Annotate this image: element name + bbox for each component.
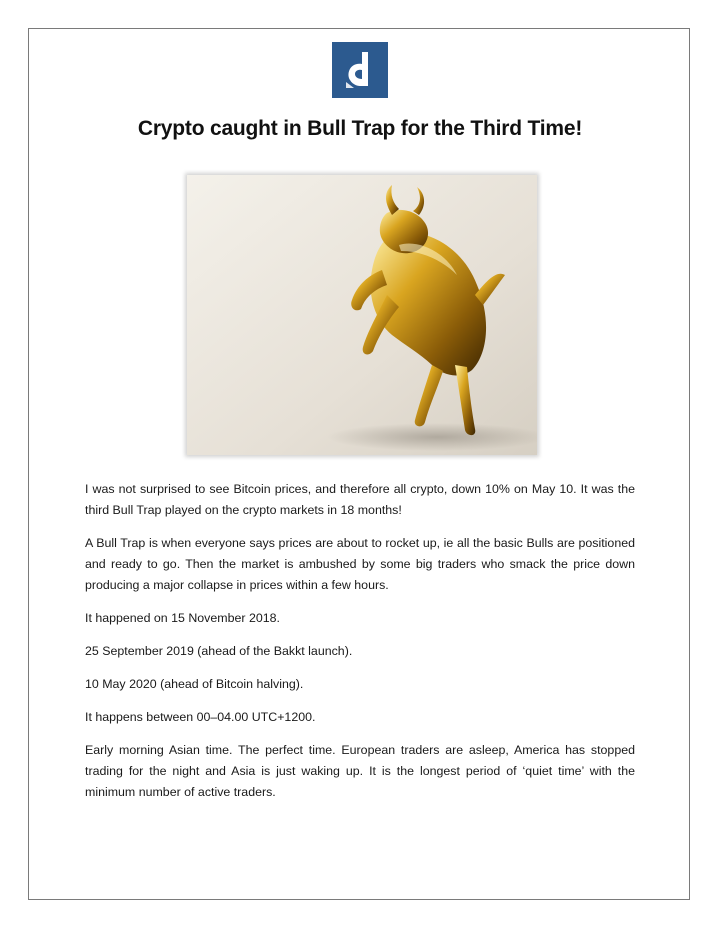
paragraph-3: It happened on 15 November 2018. (85, 611, 280, 625)
paragraph-5: 10 May 2020 (ahead of Bitcoin halving). (85, 677, 304, 691)
paragraph-7: Early morning Asian time. The perfect time. European traders are asleep, America has stopped trading for the night and Asia is just waking up. It is the longest period of ‘quiet time’ with the minimum number of active traders. (85, 743, 635, 799)
paragraph-6: It happens between 00–04.00 UTC+1200. (85, 710, 316, 724)
paragraph-4: 25 September 2019 (ahead of the Bakkt launch). (85, 644, 353, 658)
article-body (85, 479, 635, 815)
paragraph-1: I was not surprised to see Bitcoin prices, and therefore all crypto, down 10% on May 10. It was the third Bull Trap played on the crypto markets in 18 months! (85, 482, 635, 517)
d-letter-logo-icon (332, 42, 388, 98)
paragraph-2: A Bull Trap is when everyone says prices are about to rocket up, ie all the basic Bulls are positioned and ready to go. Then the market is ambushed by some big traders who smack the price down producing a major collapse in prices within a few hours. (85, 536, 635, 592)
golden-bull-statue-image (187, 175, 537, 455)
document-page (28, 28, 690, 900)
page-title: Crypto caught in Bull Trap for the Third Time! (137, 117, 583, 140)
